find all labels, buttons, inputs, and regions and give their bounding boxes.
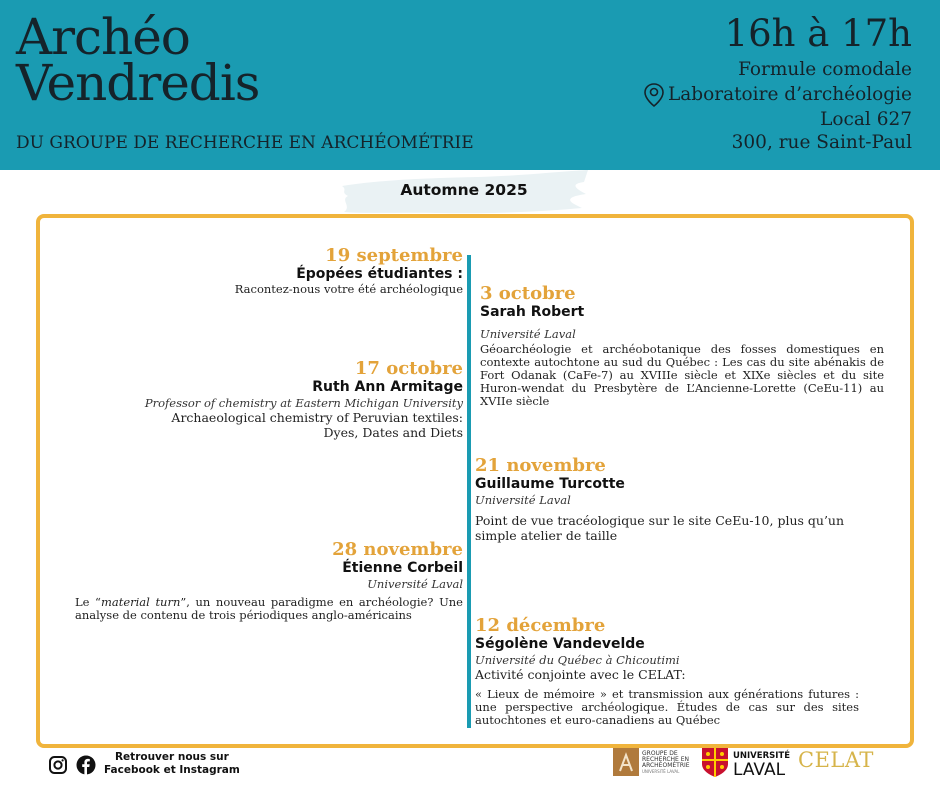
grae-logo (612, 747, 694, 777)
event-speaker: Ruth Ann Armitage (312, 379, 463, 395)
event-19-septembre (150, 246, 463, 296)
description-suffix: ”, un nouveau paradigme en archéologie? Une analyse de contenu de trois périodiques anglo-américains (75, 595, 463, 622)
event-affiliation: Université Laval (480, 327, 576, 341)
event-date: 28 novembre (332, 539, 463, 560)
grae-logo-line-1: GROUPE DE (642, 750, 678, 757)
timeline-line (467, 255, 471, 728)
event-affiliation: Université du Québec à Chicoutimi (475, 653, 680, 667)
location-row (643, 82, 912, 108)
event-note: Activité conjointe avec le CELAT: (475, 667, 686, 682)
event-speaker: Ségolène Vandevelde (475, 636, 645, 652)
celat-logo (798, 748, 874, 772)
event-affiliation: Université Laval (367, 577, 463, 591)
event-description: Géoarchéologie et archéobotanique des fosses domestiques en contexte autochtone au sud du Québec : Les cas du site abénakis de Fort Odanak (CaFe-7) au XVIIIe siècle et XIXe siècles et du site Huron-wendat du Presbytère de L’Ancienne-Lorette (CeEu-11) au XVIIe siècle (480, 342, 884, 408)
event-date: 19 septembre (325, 245, 463, 266)
event-speaker: Sarah Robert (480, 304, 585, 320)
event-speaker: Épopées étudiantes : (296, 266, 463, 282)
description-prefix: Le “ (75, 595, 101, 609)
season-label: Automne 2025 (400, 181, 528, 199)
page-subtitle: DU GROUPE DE RECHERCHE EN ARCHÉOMÉTRIE (16, 133, 474, 153)
event-info (643, 58, 912, 155)
address-text: 300, rue Saint-Paul (731, 132, 912, 153)
event-description: « Lieux de mémoire » et transmission aux générations futures : une perspective archéologique. Études de cas sur des sites autochtones et euro-canadiens au Québec (475, 687, 859, 727)
event-affiliation: Professor of chemistry at Eastern Michigan University (144, 396, 463, 410)
event-speaker: Guillaume Turcotte (475, 476, 625, 492)
event-affiliation: Université Laval (475, 493, 571, 507)
event-21-novembre (475, 456, 889, 543)
event-17-octobre (90, 359, 463, 440)
social-line-2: Facebook et Instagram (104, 764, 240, 776)
event-date: 17 octobre (354, 358, 463, 379)
event-date: 3 octobre (480, 283, 576, 304)
event-date: 21 novembre (475, 455, 606, 476)
event-28-novembre (75, 540, 463, 622)
event-description: Racontez-nous votre été archéologique (234, 282, 463, 296)
event-speaker: Étienne Corbeil (342, 560, 463, 576)
event-description: Point de vue tracéologique sur le site CeEu-10, plus qu’un simple atelier de taille (475, 513, 845, 543)
room-text: Local 627 (820, 108, 912, 130)
event-description (75, 596, 463, 622)
ul-logo-line-2: LAVAL (733, 760, 786, 778)
universite-laval-logo (700, 746, 792, 778)
celat-logo-text: CELAT (798, 748, 874, 772)
event-3-octobre (480, 284, 884, 408)
grae-logo-line-4: UNIVERSITÉ LAVAL (642, 769, 680, 774)
page-title (16, 8, 260, 112)
title-line-1: Archéo (16, 8, 190, 66)
location-text: Laboratoire d’archéologie (667, 83, 912, 105)
event-description: Archaeological chemistry of Peruvian textiles: Dyes, Dates and Diets (171, 410, 463, 440)
ul-logo-line-1: UNIVERSITÉ (733, 751, 790, 761)
facebook-icon[interactable] (76, 755, 96, 775)
social-line-1: Retrouver nous sur (114, 751, 229, 763)
description-italic: material turn (100, 595, 181, 609)
social-callout (104, 751, 240, 777)
title-line-2: Vendredis (16, 54, 260, 112)
location-pin-icon (643, 82, 665, 108)
event-12-decembre (475, 616, 859, 727)
event-time: 16h à 17h (724, 12, 912, 55)
format-text: Formule comodale (738, 59, 912, 80)
grae-logo-line-3: ARCHÉOMÉTRIE (642, 762, 690, 769)
grae-logo-line-2: RECHERCHE EN (642, 756, 690, 763)
instagram-icon[interactable] (48, 755, 68, 775)
event-date: 12 décembre (475, 615, 606, 636)
social-icons (48, 755, 96, 775)
